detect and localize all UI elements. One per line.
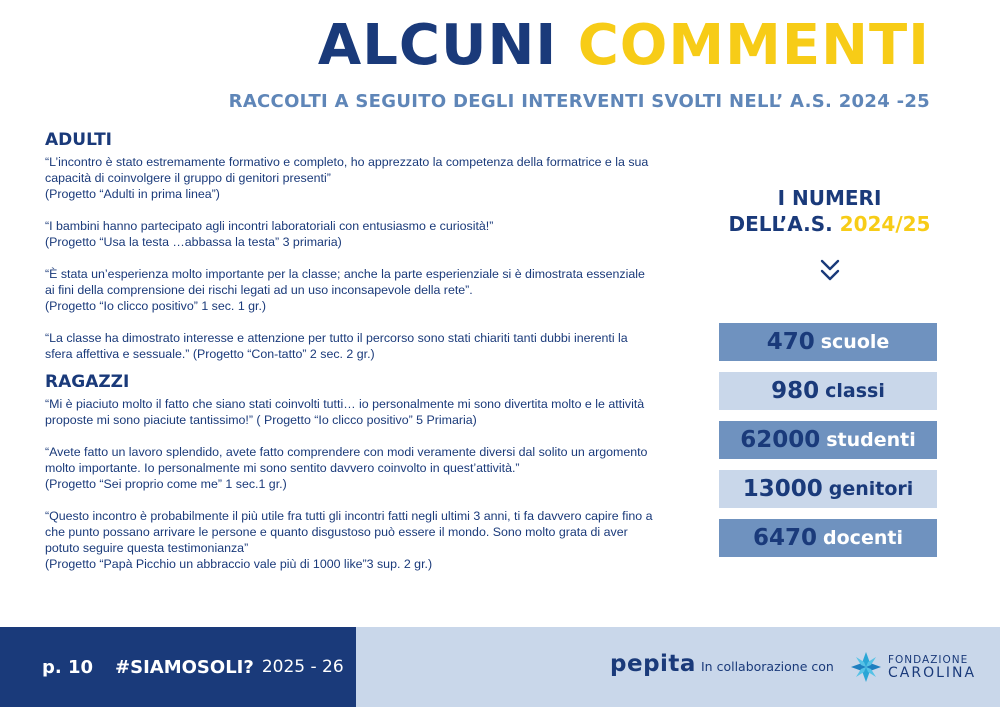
- numbers-panel: [712, 185, 947, 291]
- quote-text: “Mi è piaciuto molto il fatto che siano stati coinvolti tutti… io personalmente mi sono divertita molto e le attività proposte mi sono piaciute tantissimo!” ( Progetto “Io clicco positivo” 5 Primaria): [45, 397, 645, 427]
- hashtag: #SIAMOSOLI?: [115, 656, 254, 678]
- quote-text: “Avete fatto un lavoro splendido, avete fatto comprendere con modi veramente diversi dal solito un argomento molto importante. Io personalmente mi sono sentito davvero coinvolto in quest’attività.”: [45, 445, 648, 475]
- stat-number: 62000: [740, 427, 821, 453]
- quote-ref: (Progetto “Sei proprio come me” 1 sec.1 gr.): [45, 477, 287, 491]
- stat-label: studenti: [826, 429, 916, 451]
- stat-label: docenti: [823, 527, 903, 549]
- stat-number: 470: [766, 329, 815, 355]
- collab-text: In collaborazione con: [701, 659, 834, 674]
- quote-text: “I bambini hanno partecipato agli incontri laboratoriali con entusiasmo e curiosità!”: [45, 219, 494, 233]
- numbers-heading-year: 2024/25: [839, 212, 931, 236]
- quote-ref: (Progetto “Adulti in prima linea”): [45, 187, 220, 201]
- fondazione-carolina-logo-icon: [850, 651, 882, 683]
- footer-year: 2025 - 26: [261, 657, 344, 677]
- adulti-heading: ADULTI: [45, 130, 113, 150]
- quote-ragazzi-1: [45, 396, 655, 428]
- quote-ref: (Progetto “Usa la testa …abbassa la testa” 3 primaria): [45, 235, 342, 249]
- quote-ragazzi-2: [45, 444, 655, 492]
- page-title: [317, 13, 930, 78]
- quote-text: “L’incontro è stato estremamente formativo e completo, ho apprezzato la competenza della formatrice e la sua capacità di coinvolgere il gruppo di genitori presenti”: [45, 155, 649, 185]
- quote-text: “La classe ha dimostrato interesse e attenzione per tutto il percorso sono stati chiariti tanti dubbi inerenti la sfera affettiva e sessuale.” (Progetto “Con-tatto” 2 sec. 2 gr.): [45, 331, 628, 361]
- quote-adulti-1: [45, 154, 655, 202]
- double-chevron-down-icon: [818, 257, 842, 287]
- quote-ref: (Progetto “Papà Picchio un abbraccio vale più di 1000 like”3 sup. 2 gr.): [45, 557, 433, 571]
- quote-text: “Questo incontro è probabilmente il più utile fra tutti gli incontri fatti negli ultimi 3 anni, ti fa davvero capire fino a che punto possano arrivare le persone e quanto disgustoso può essere il mondo. Sono molto grata di aver potuto seguire questa testimonianza”: [45, 509, 653, 555]
- page-number: p. 10: [42, 656, 94, 678]
- title-part-2: COMMENTI: [577, 13, 930, 78]
- stat-label: classi: [825, 380, 885, 402]
- numbers-heading-line1: I NUMERI: [777, 186, 882, 210]
- stat-docenti: [719, 519, 937, 557]
- stat-scuole: [719, 323, 937, 361]
- partner-line-2: CAROLINA: [888, 665, 977, 681]
- stat-number: 980: [771, 378, 820, 404]
- pepita-logo: pepita: [610, 651, 696, 677]
- numbers-heading-label: DELL’A.S.: [728, 212, 833, 236]
- footer-left: [0, 627, 356, 707]
- stat-genitori: [719, 470, 937, 508]
- stat-number: 6470: [753, 525, 818, 551]
- numbers-heading-line2: [712, 211, 947, 237]
- quote-ragazzi-3: [45, 508, 655, 572]
- title-part-1: ALCUNI: [317, 13, 558, 78]
- stat-number: 13000: [742, 476, 823, 502]
- quote-ref: (Progetto “Io clicco positivo” 1 sec. 1 gr.): [45, 299, 267, 313]
- comments-column: [45, 130, 655, 588]
- quote-adulti-4: [45, 330, 655, 362]
- quote-adulti-3: [45, 266, 655, 314]
- partner-line-1: FONDAZIONE: [888, 654, 969, 666]
- page-subtitle: RACCOLTI A SEGUITO DEGLI INTERVENTI SVOLTI NELL’ A.S. 2024 -25: [228, 91, 930, 112]
- stat-label: genitori: [828, 478, 914, 500]
- stat-studenti: [719, 421, 937, 459]
- quote-adulti-2: [45, 218, 655, 250]
- footer-right: [356, 627, 1000, 707]
- quote-text: “È stata un’esperienza molto importante per la classe; anche la parte esperienziale si è dimostrata essenziale ai fini della comprensione dei rischi legati ad un uso inconsapevole della rete”.: [45, 267, 645, 297]
- ragazzi-heading: RAGAZZI: [45, 372, 130, 392]
- fondazione-carolina-text: [888, 654, 976, 680]
- stat-classi: [719, 372, 937, 410]
- stat-label: scuole: [820, 331, 890, 353]
